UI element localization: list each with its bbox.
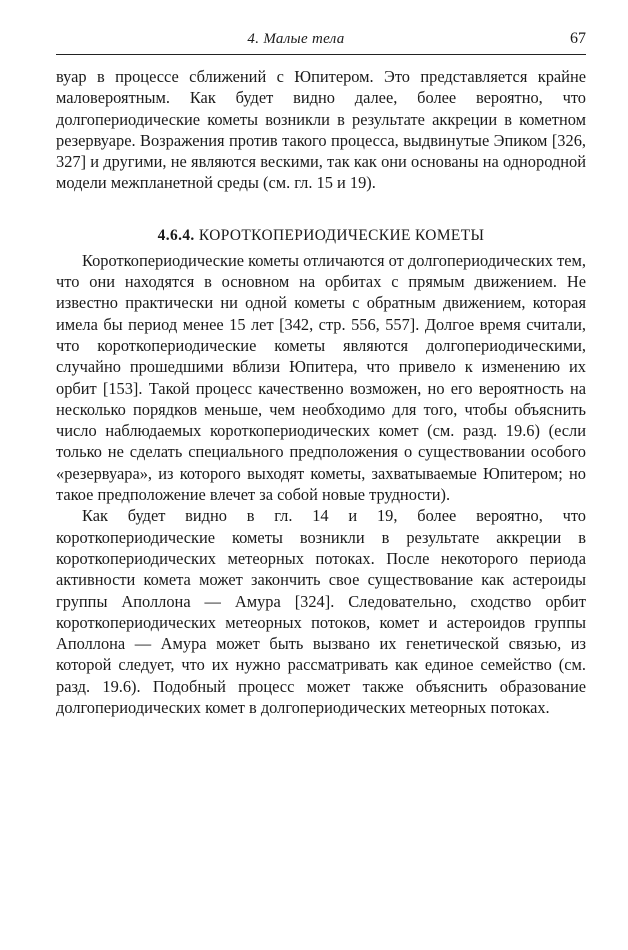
- section-title: КОРОТКОПЕРИОДИЧЕСКИЕ КОМЕТЫ: [198, 226, 485, 244]
- page-body: [56, 66, 586, 718]
- paragraph-continuation: вуар в процессе сближений с Юпитером. Это представляется крайне маловероятным. Как будет видно далее, более вероятно, что долгопериодические кометы возникли в результате аккреции в кометном резервуаре. Возражения против такого процесса, выдвинутые Эпиком [326, 327] и другими, не являются вескими, так как они основаны на однородной модели межпланетной среды (см. гл. 15 и 19).: [56, 67, 586, 193]
- chapter-title: 4. Малые тела: [247, 31, 345, 47]
- paragraph-accretion-origin: Как будет видно в гл. 14 и 19, более вероятно, что короткопериодические кометы возникли в результате аккреции в короткопериодических метеорных потоках. После некоторого периода активности комета может закончить свое существование как астероиды группы Аполлона — Амура [324]. Следовательно, сходство орбит короткопериодических метеорных потоков, комет и астероидов группы Аполлона — Амура может быть вызвано их генетической связью, из которой следует, что их нужно рассматривать как единое семейство (см. разд. 19.6). Подобный процесс может также объяснить образование долгопериодических комет в долгопериодических метеорных потоках.: [56, 506, 586, 718]
- running-header: [56, 30, 586, 55]
- section-number: 4.6.4.: [157, 226, 195, 244]
- page-number: 67: [570, 30, 586, 47]
- paragraph-short-period-comets: Короткопериодические кометы отличаются от долгопериодических тем, что они находятся в основном на орбитах с прямым движением. Не известно практически ни одной кометы с обратным движением, которая имела бы период менее 15 лет [342, стр. 556, 557]. Долгое время считали, что короткопериодические кометы являются долгопериодическими, случайно прошедшими вблизи Юпитера, что привело к изменению их орбит [153]. Такой процесс качественно возможен, но его вероятность на несколько порядков меньше, чем необходимо для того, чтобы объяснить число наблюдаемых короткопериодических комет (см. разд. 19.6) (если только не сделать специального предположения о существовании особого «резервуара», из которого выходят кометы, захватываемые Юпитером; но такое предположение влечет за собой новые трудности).: [56, 250, 586, 505]
- section-heading: [56, 226, 586, 246]
